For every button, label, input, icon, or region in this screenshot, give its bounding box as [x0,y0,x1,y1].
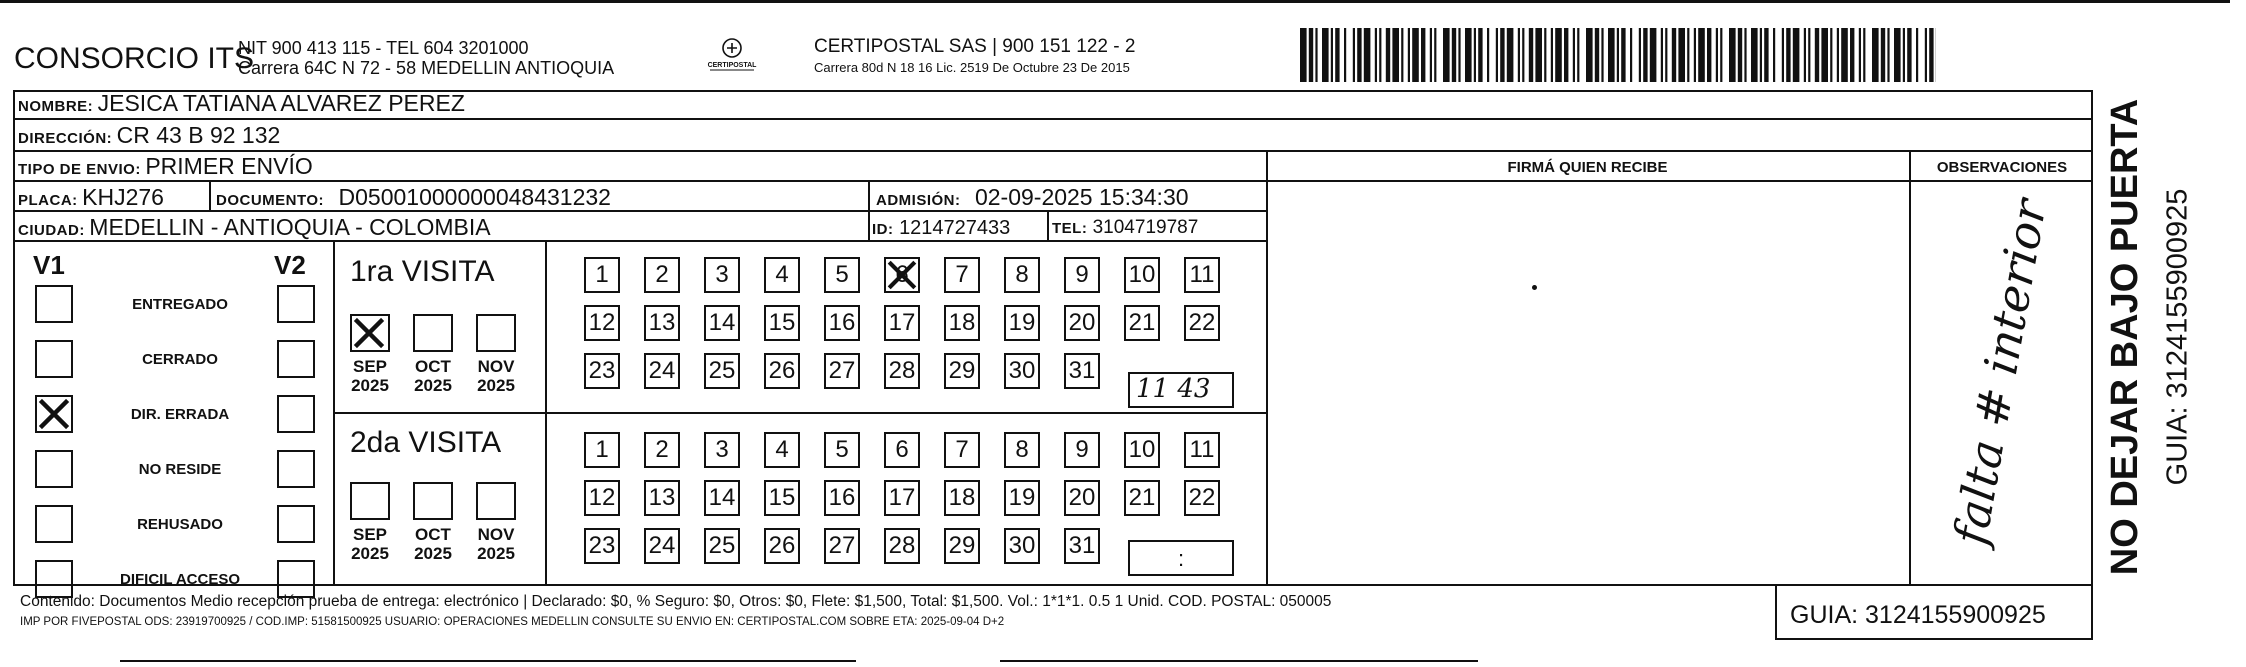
visit2-time: : [1177,546,1185,571]
barcode-bar [1837,28,1839,82]
visit2-month-year: 2025 [351,544,389,563]
tipo-row [18,155,313,178]
visit2-month-label: NOV [477,525,515,544]
day-box[interactable]: 10 [1124,432,1160,468]
company-nit: NIT 900 413 115 - TEL 604 3201000 [238,38,529,58]
day-box[interactable]: 22 [1184,480,1220,516]
barcode-bar [1738,28,1742,82]
barcode-bar [1401,28,1403,82]
day-box[interactable]: 29 [944,528,980,564]
barcode-bar [1357,28,1361,82]
day-box[interactable]: 18 [944,480,980,516]
firma-header: FIRMÁ QUIEN RECIBE [1507,159,1668,176]
day-box[interactable]: 26 [764,528,800,564]
visit2-month-year: 2025 [414,544,452,563]
admision-row [876,186,1189,209]
certipostal-line: CERTIPOSTAL SAS | 900 151 122 - 2 [814,36,1136,57]
admision-label: ADMISIÓN: [876,192,961,209]
barcode-bar [1698,28,1705,82]
barcode-bar [1322,28,1329,82]
status-v2-checkbox[interactable] [277,450,315,488]
ciudad-row [18,216,491,239]
direccion-row [18,124,280,147]
id-label: ID: [872,221,894,238]
barcode-bar [1751,28,1758,82]
barcode-bar [1375,28,1377,82]
barcode-bar [1551,28,1553,82]
documento-value: D05001000000048431232 [338,184,611,210]
day-box[interactable]: 7 [944,432,980,468]
barcode-bar [1850,28,1854,82]
logo-text: CERTIPOSTAL [707,62,757,69]
day-box[interactable]: 19 [1004,480,1040,516]
barcode-bar [1665,28,1667,82]
day-box[interactable]: 23 [584,528,620,564]
barcode-bar [1773,28,1775,82]
barcode-bar [1782,28,1784,82]
tipo-value: PRIMER ENVÍO [145,153,313,179]
nombre-value: JESICA TATIANA ALVAREZ PEREZ [97,90,465,116]
barcode-bar [1661,28,1663,82]
status-v2-checkbox[interactable] [277,395,315,433]
barcode-bar [1315,28,1317,82]
day-box[interactable]: 20 [1064,305,1100,341]
barcode-bar [1716,28,1718,82]
bottom-line [1000,660,1478,662]
barcode-bar [1544,28,1546,82]
status-label: DIFICIL ACCESO [119,571,240,588]
barcode-bar [1379,28,1381,82]
barcode-bar [1925,28,1927,82]
footer-guia: GUIA: 3124155900925 [1790,601,2046,629]
company-address: Carrera 64C N 72 - 58 MEDELLIN ANTIOQUIA [238,58,615,78]
barcode-bar [1474,28,1476,82]
day-box[interactable]: 5 [824,257,860,293]
day-box[interactable]: 31 [1064,353,1100,389]
barcode-bar [1386,28,1390,82]
ciudad-label: CIUDAD: [18,222,85,239]
row-divider [13,210,1267,212]
col-divider [1047,210,1049,240]
barcode-bar [1639,28,1641,82]
barcode-bar [1529,28,1533,82]
barcode-bar [1707,28,1711,82]
barcode-bar [1872,28,1879,82]
visit1-month-checkbox[interactable] [350,314,390,352]
day-box[interactable]: 26 [764,353,800,389]
row-divider [13,180,2093,182]
barcode-bar [1687,28,1689,82]
check-x-icon [37,397,71,431]
barcode-bar [1392,28,1399,82]
status-v2-checkbox[interactable] [277,340,315,378]
barcode-bar [1815,28,1819,82]
check-x-icon [886,259,918,291]
barcode-bar [1518,28,1520,82]
barcode-bar [1522,28,1524,82]
barcode-bar [1443,28,1450,82]
visit-divider [333,412,1267,414]
day-box[interactable]: 12 [584,480,620,516]
barcode-bar [1841,28,1848,82]
day-box[interactable]: 4 [764,257,800,293]
barcode-bar [1300,28,1307,82]
bottom-line [120,660,856,662]
day-box[interactable]: 7 [944,257,980,293]
barcode-bar [1573,28,1575,82]
status-v1-checkbox[interactable] [35,340,73,378]
placa-label: PLACA: [18,192,78,209]
barcode-bar [1887,28,1889,82]
documento-row [216,186,611,209]
barcode-bar [1643,28,1647,82]
footer-contenido: Contenido: Documentos Medio recepción prueba de entrega: electrónico | Declarado: $0, % Seguro: $0, Otros: $0, Flete: $1,500, Total: $1,500. Vol.: 1*1*1. 0.5 1 Unid. COD. POSTAL: 050005 [20,593,1332,610]
day-box[interactable]: 6 [884,432,920,468]
barcode-bar [1500,28,1504,82]
barcode-bar [1821,28,1828,82]
visit1-month-label: OCT [415,357,451,376]
day-box[interactable]: 30 [1004,353,1040,389]
visit2-month-checkbox[interactable] [476,482,516,520]
nombre-row [18,92,465,115]
day-box[interactable]: 4 [764,432,800,468]
status-v1-checkbox[interactable] [35,285,73,323]
visit2-month-checkbox[interactable] [350,482,390,520]
day-box[interactable]: 22 [1184,305,1220,341]
barcode-bar [1564,28,1568,82]
col-divider [209,180,211,210]
row-divider [13,118,2093,120]
visit1-month-checkbox[interactable] [413,314,453,352]
day-box[interactable]: 13 [644,305,680,341]
status-label: ENTREGADO [132,296,228,313]
day-box[interactable]: 14 [704,480,740,516]
barcode-bar [1929,28,1933,82]
day-box[interactable]: 19 [1004,305,1040,341]
status-v1-checkbox[interactable] [35,505,73,543]
footer-divider [1775,584,1777,640]
barcode-bar [1760,28,1762,82]
barcode-graphic [1300,28,1936,82]
footer-bottom [1775,638,2093,640]
placa-value: KHJ276 [82,184,164,210]
visit1-month-year: 2025 [351,376,389,395]
row-divider [13,240,1267,242]
certipostal-address: Carrera 80d N 18 16 Lic. 2519 De Octubre 23 De 2015 [814,60,1130,75]
day-box[interactable]: 28 [884,528,920,564]
barcode-bar [1555,28,1562,82]
barcode-bar [1434,28,1436,82]
barcode-bar [1907,28,1911,82]
visit1-month-year: 2025 [414,376,452,395]
barcode-bar [1601,28,1603,82]
observaciones-header: OBSERVACIONES [1936,159,2068,176]
company-name: CONSORCIO ITS [14,42,255,75]
barcode-bar [1859,28,1861,82]
col-divider [868,180,870,240]
barcode-bar [1744,28,1746,82]
side-warning: NO DEJAR BAJO PUERTA [2104,98,2146,576]
col-divider [1266,150,1268,584]
day-box[interactable]: 15 [764,480,800,516]
visit2-month-label: OCT [415,525,451,544]
row-divider [13,584,2093,586]
direccion-label: DIRECCIÓN: [18,130,113,147]
barcode-bar [1621,28,1625,82]
v2-label: V2 [274,250,306,280]
visit1-month-label: NOV [477,357,515,376]
side-guia: GUIA: 3124155900925 [2161,188,2194,486]
barcode-bar [1595,28,1599,82]
visit1-time-box [1128,372,1234,408]
barcode-bar [1786,28,1790,82]
barcode-bar [1720,28,1722,82]
visit2-month-label: SEP [352,525,388,544]
barcode-bar [1830,28,1832,82]
day-box[interactable]: 24 [644,528,680,564]
v1-label: V1 [33,250,65,280]
day-box[interactable]: 1 [584,432,620,468]
visit1-time: 11 43 [1136,374,1211,404]
day-box[interactable]: 23 [584,353,620,389]
barcode-bar [1894,28,1901,82]
observaciones-handwriting: falta # interior [1943,195,2057,549]
signature-mark [1532,285,1537,290]
barcode-bar [1678,28,1685,82]
certipostal-logo [706,36,758,80]
barcode-bar [1630,28,1632,82]
day-box[interactable]: 18 [944,305,980,341]
visit2-time-box [1128,540,1234,576]
day-box[interactable]: 16 [824,480,860,516]
barcode-bar [1694,28,1696,82]
row-divider [13,150,2093,152]
id-value: 1214727433 [899,217,1011,239]
status-v2-checkbox[interactable] [277,505,315,543]
barcode-bar [1672,28,1676,82]
barcode-bar [1881,28,1885,82]
barcode-bar [1577,28,1579,82]
day-box[interactable]: 17 [884,480,920,516]
placa-row [18,186,164,209]
documento-label: DOCUMENTO: [216,192,325,209]
day-box[interactable]: 28 [884,353,920,389]
status-label: DIR. ERRADA [130,406,230,423]
status-label: REHUSADO [137,516,223,533]
status-v2-checkbox[interactable] [277,285,315,323]
footer-imp: IMP POR FIVEPOSTAL ODS: 23919700925 / COD.IMP: 51581500925 USUARIO: OPERACIONES MEDELLIN CONSULTE SU ENVIO EN: CERTIPOSTAL.COM SOBRE ETA: 2025-09-04 D+2 [20,616,1005,628]
visit1-title: 1ra VISITA [350,255,495,288]
barcode-bar [1586,28,1593,82]
day-box[interactable]: 27 [824,528,860,564]
day-box[interactable]: 2 [644,257,680,293]
check-x-icon [352,316,386,350]
barcode-bar [1331,28,1333,82]
day-box[interactable]: 21 [1124,305,1160,341]
barcode-bar [1764,28,1768,82]
barcode-bar [1478,28,1482,82]
day-box[interactable]: 29 [944,353,980,389]
tel-label: TEL: [1052,220,1088,237]
barcode-bar [1412,28,1419,82]
top-border [0,0,2230,3]
tel-row [1052,218,1198,237]
barcode-bar [1804,28,1806,82]
day-box[interactable]: 25 [704,528,740,564]
day-box[interactable]: 11 [1184,432,1220,468]
barcode-bar [1617,28,1619,82]
barcode-bar [1608,28,1615,82]
status-label: NO RESIDE [138,461,222,478]
direccion-value: CR 43 B 92 132 [116,122,281,148]
col-divider [333,240,335,584]
barcode-bar [1309,28,1313,82]
certipostal-logo-icon [706,36,758,80]
barcode-bar [1808,28,1810,82]
day-box[interactable]: 9 [1064,432,1100,468]
day-box[interactable]: 17 [884,305,920,341]
tel-value: 3104719787 [1092,217,1199,238]
day-box[interactable]: 8 [1004,432,1040,468]
nombre-label: NOMBRE: [18,98,94,115]
check-x-icon [886,259,918,296]
day-box[interactable]: 9 [1064,257,1100,293]
barcode-bar [1353,28,1355,82]
day-box[interactable]: 2 [644,432,680,468]
status-v1-checkbox[interactable] [35,395,73,433]
barcode-bar [1507,28,1514,82]
barcode-bar [1458,28,1460,82]
day-box[interactable]: 16 [824,305,860,341]
day-box[interactable]: 12 [584,305,620,341]
barcode-bar [1863,28,1865,82]
day-box[interactable]: 14 [704,305,740,341]
day-box[interactable]: 25 [704,353,740,389]
barcode-bar [1344,28,1346,82]
obs-divider [1909,180,2093,182]
barcode-bar [1408,28,1410,82]
visit1-month-checkbox[interactable] [476,314,516,352]
visit1-month-label: SEP [352,357,388,376]
col-divider [1909,150,1911,584]
barcode-bar [1793,28,1800,82]
barcode-bar [1487,28,1489,82]
day-box[interactable]: 3 [704,257,740,293]
status-v1-checkbox[interactable] [35,450,73,488]
day-box[interactable]: 31 [1064,528,1100,564]
barcode-bar [1430,28,1432,82]
barcode-bar [1496,28,1498,82]
day-box[interactable]: 3 [704,432,740,468]
day-box[interactable]: 1 [584,257,620,293]
day-box[interactable]: 10 [1124,257,1160,293]
day-box-checked[interactable]: 6 [884,257,920,293]
barcode-bar [1729,28,1736,82]
visit2-month-year: 2025 [477,544,515,563]
status-label: CERRADO [142,351,218,368]
barcode-bar [1650,28,1657,82]
barcode-bar [1421,28,1425,82]
id-row [872,218,1010,238]
visit2-title: 2da VISITA [350,426,502,459]
col-divider [545,240,547,584]
ciudad-value: MEDELLIN - ANTIOQUIA - COLOMBIA [89,214,491,240]
tipo-label: TIPO DE ENVIO: [18,161,141,178]
day-box[interactable]: 20 [1064,480,1100,516]
day-box[interactable]: 30 [1004,528,1040,564]
barcode-bar [1452,28,1456,82]
day-box[interactable]: 13 [644,480,680,516]
barcode-bar [1535,28,1542,82]
day-box[interactable]: 8 [1004,257,1040,293]
footer-divider [2091,584,2093,640]
day-box[interactable]: 11 [1184,257,1220,293]
visit1-month-year: 2025 [477,376,515,395]
barcode [1300,28,1936,82]
day-box[interactable]: 21 [1124,480,1160,516]
day-box[interactable]: 27 [824,353,860,389]
barcode-bar [1335,28,1339,82]
barcode-bar [1903,28,1905,82]
barcode-bar [1465,28,1472,82]
day-box[interactable]: 24 [644,353,680,389]
barcode-bar [1364,28,1371,82]
admision-value: 02-09-2025 15:34:30 [974,184,1189,210]
day-box[interactable]: 5 [824,432,860,468]
barcode-bar [1916,28,1918,82]
day-box[interactable]: 15 [764,305,800,341]
visit2-month-checkbox[interactable] [413,482,453,520]
